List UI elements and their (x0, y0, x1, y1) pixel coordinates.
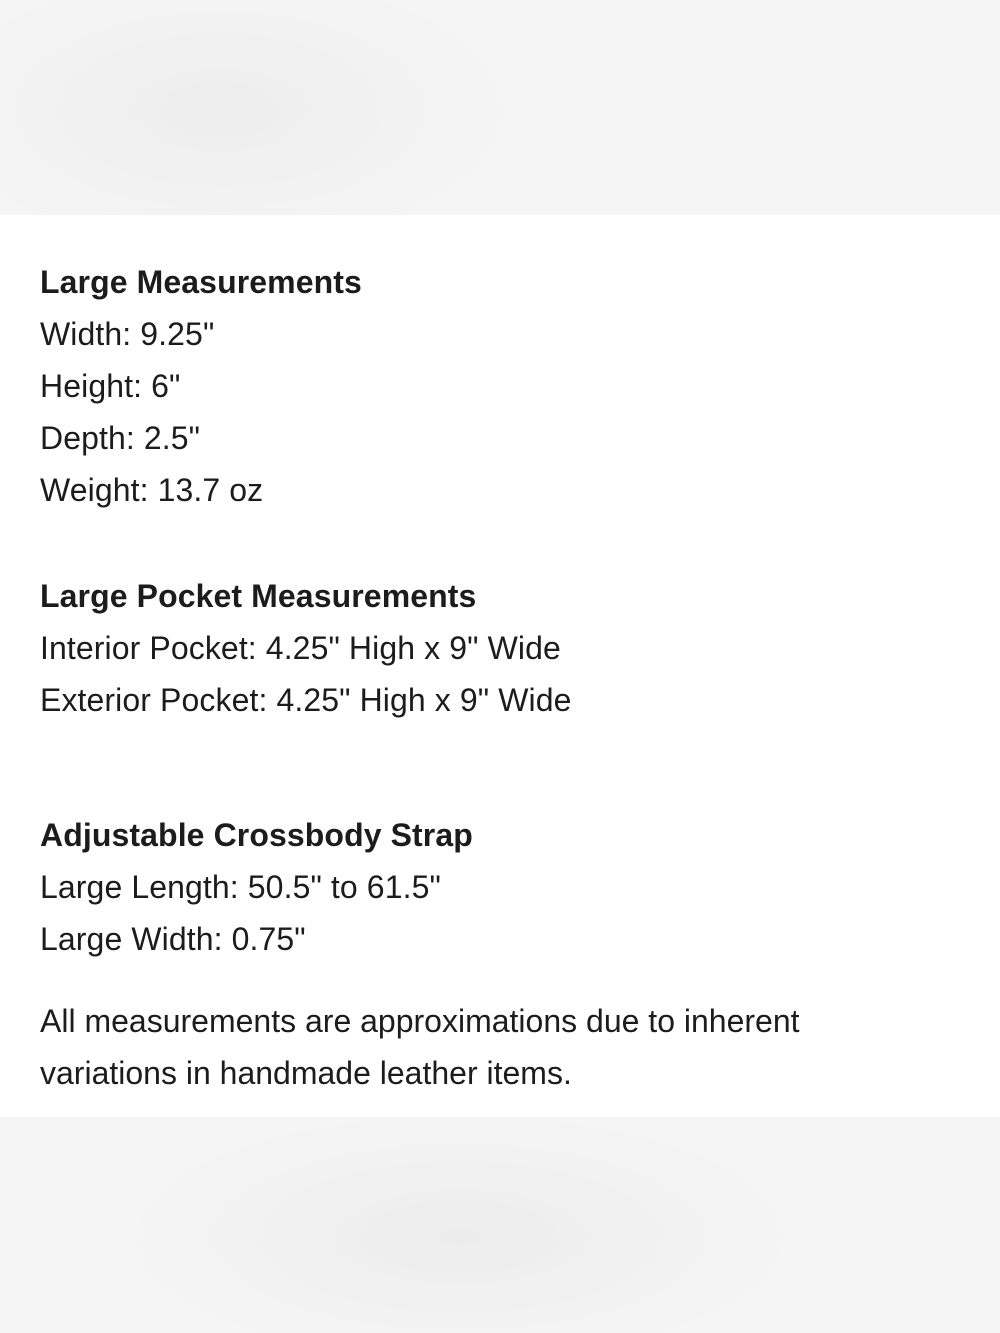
section-heading: Large Pocket Measurements (40, 578, 477, 614)
section-heading: Large Measurements (40, 264, 362, 300)
top-background (0, 0, 1000, 215)
section-heading: Adjustable Crossbody Strap (40, 817, 473, 853)
measurement-weight: Weight: 13.7 oz (40, 472, 264, 508)
measurement-strap-length: Large Length: 50.5" to 61.5" (40, 869, 441, 905)
large-measurements-section (40, 256, 960, 516)
bottom-background (0, 1117, 1000, 1333)
pocket-measurements-section (40, 570, 960, 726)
measurement-exterior-pocket: Exterior Pocket: 4.25" High x 9" Wide (40, 682, 572, 718)
measurement-interior-pocket: Interior Pocket: 4.25" High x 9" Wide (40, 630, 561, 666)
measurements-panel (0, 215, 1000, 1117)
measurement-height: Height: 6" (40, 368, 181, 404)
measurement-width: Width: 9.25" (40, 316, 215, 352)
measurement-strap-width: Large Width: 0.75" (40, 921, 306, 957)
measurement-depth: Depth: 2.5" (40, 420, 201, 456)
strap-measurements-section (40, 809, 960, 965)
approximation-note: All measurements are approximations due to inherent variations in handmade leather items. (40, 1003, 800, 1091)
